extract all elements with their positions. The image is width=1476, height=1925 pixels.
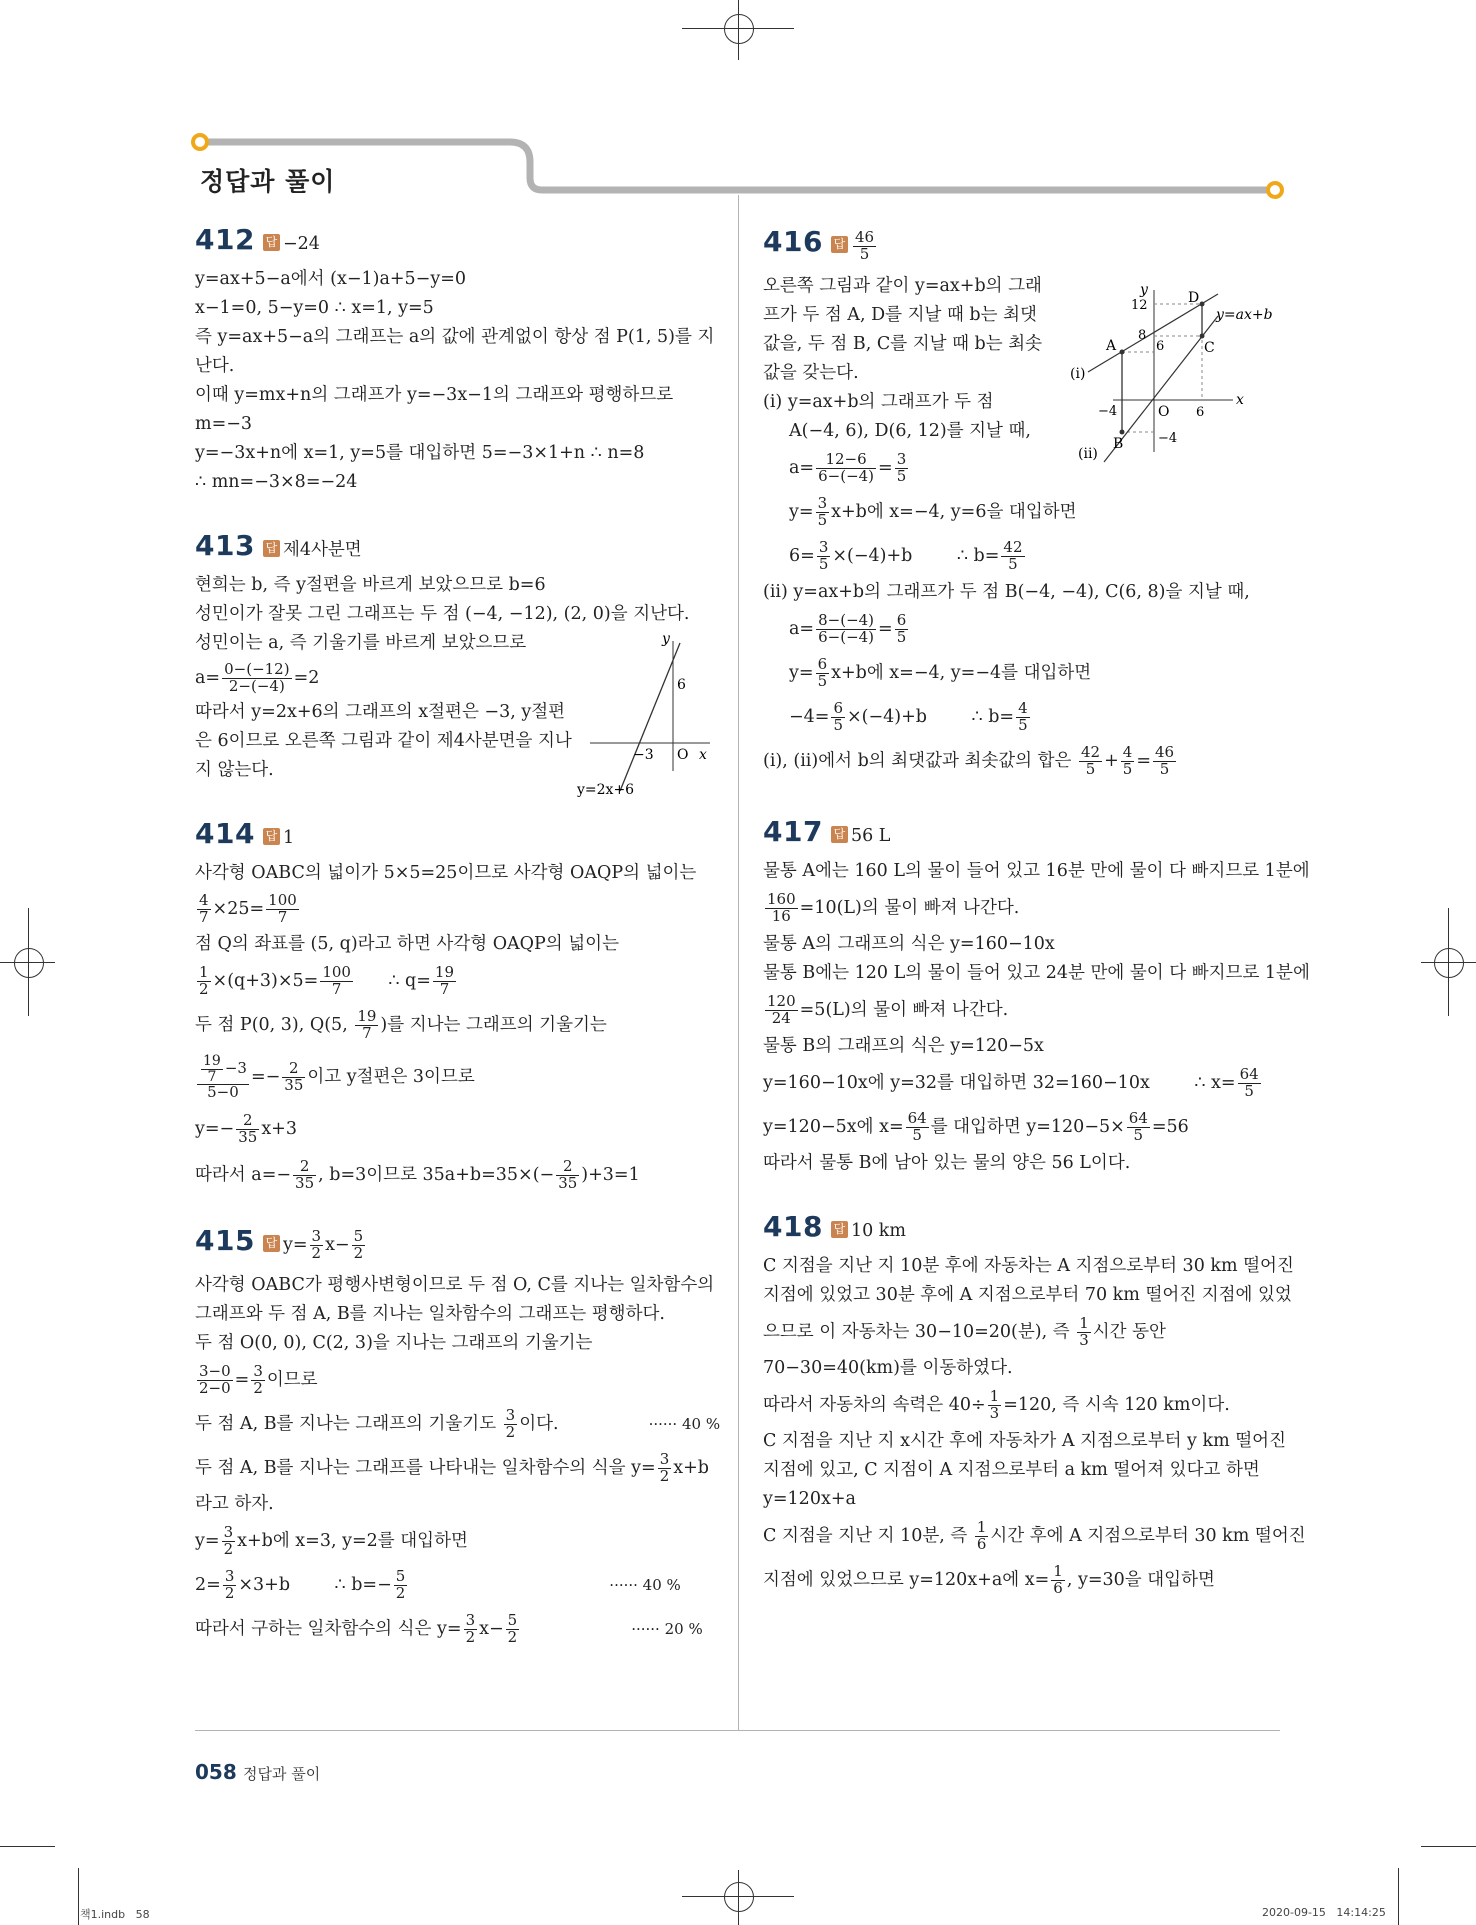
problem-417 — [763, 815, 1310, 1178]
solution-line: 물통 B의 그래프의 식은 y=120−5x — [763, 1036, 1044, 1056]
tick-12: 12 — [1131, 298, 1148, 313]
solution-line: 프가 두 점 A, D를 지날 때 b는 최댓 — [763, 305, 1037, 325]
solution-line: 두 점 A, B를 지나는 그래프를 나타내는 일차함수의 식을 y= $\frac{3}{2}$ x+b — [195, 1450, 709, 1485]
line-label: y=2x+6 — [577, 782, 635, 798]
solution-line: y=−3x+n에 x=1, y=5를 대입하면 5=−3×1+n ∴ n=8 — [195, 443, 645, 463]
point-D: D — [1188, 290, 1200, 306]
solution-line: (ii) y=ax+b의 그래프가 두 점 B(−4, −4), C(6, 8)을 지날 때, — [763, 582, 1250, 602]
problem-number: 418 — [763, 1210, 823, 1243]
answer: 56 L — [850, 826, 891, 846]
equation: 6= $\frac{3}{5}$ ×(−4)+b ∴ b= $\frac{42}{5}$ — [789, 538, 1023, 573]
problem-number: 412 — [195, 223, 255, 256]
problem-414 — [195, 819, 715, 1199]
equation: 2= $\frac{3}{2}$ ×3+b ∴ b=− $\frac{5}{2}$ ······ 40 % — [195, 1567, 681, 1602]
answer-badge: 답 — [263, 540, 280, 557]
x-axis-label: x — [1236, 392, 1244, 408]
problem-413 — [195, 529, 715, 798]
solution-line: y= $\frac{6}{5}$ x+b에 x=−4, y=−4를 대입하면 — [789, 655, 1092, 690]
y-intercept-label: 6 — [677, 677, 686, 693]
solution-line: x−1=0, 5−y=0 ∴ x=1, y=5 — [195, 298, 434, 318]
solution-line: m=−3 — [195, 414, 253, 434]
equation: y=160−10x에 y=32를 대입하면 32=160−10x ∴ x= $\frac{64}{5}$ — [763, 1065, 1259, 1100]
point-B: B — [1113, 436, 1124, 452]
tick-6: 6 — [1156, 339, 1165, 354]
crop-mark — [1398, 1868, 1399, 1925]
solution-line: 오른쪽 그림과 같이 y=ax+b의 그래 — [763, 276, 1042, 296]
crop-mark — [1421, 1846, 1476, 1847]
y-axis-label: y — [1140, 282, 1148, 298]
right-column — [763, 222, 1310, 1602]
problem-418 — [763, 1210, 1306, 1602]
solution-line: (i) y=ax+b의 그래프가 두 점 — [763, 392, 994, 412]
solution-line: 물통 A의 그래프의 식은 y=160−10x — [763, 934, 1055, 954]
solution-line: 두 점 P(0, 3), Q(5, $\frac{19}{7}$ )를 지나는 그래프의 기울기는 — [195, 1007, 607, 1042]
solution-line: 지 않는다. — [195, 760, 274, 780]
crop-mark — [78, 1868, 79, 1925]
answer-badge: 답 — [831, 826, 848, 843]
solution-line: 라고 하자. — [195, 1494, 274, 1514]
answer-badge: 답 — [263, 828, 280, 845]
solution-line: 물통 A에는 160 L의 물이 들어 있고 16분 만에 물이 다 빠지므로 1분에 — [763, 861, 1310, 881]
solution-line: 두 점 O(0, 0), C(2, 3)을 지나는 그래프의 기울기는 — [195, 1333, 593, 1353]
solution-line: 점 Q의 좌표를 (5, q)라고 하면 사각형 OAQP의 넓이는 — [195, 934, 619, 954]
solution-line: 난다. — [195, 356, 235, 376]
graph-416 — [1068, 282, 1283, 467]
solution-line: 으므로 이 자동차는 30−10=20(분), 즉 $\frac{1}{3}$ 시간 동안 — [763, 1314, 1166, 1349]
equation: $\frac{3-0}{2-0}$ = $\frac{3}{2}$ 이므로 — [199, 1362, 318, 1397]
solution-line: y=ax+5−a에서 (x−1)a+5−y=0 — [195, 269, 467, 289]
equation: a= $\frac{12-6}{6-(-4)}$ = $\frac{3}{5}$ — [789, 450, 907, 485]
line-equation-label: y=ax+b — [1216, 307, 1273, 323]
x-intercept-label: −3 — [633, 747, 654, 763]
solution-line: 지점에 있고, C 지점이 A 지점으로부터 a km 떨어져 있다고 하면 — [763, 1460, 1260, 1480]
solution-line: $\frac{160}{16}$ =10(L)의 물이 빠져 나간다. — [767, 890, 1020, 925]
header-title: 정답과 풀이 — [200, 167, 336, 196]
slope-equation: a= $\frac{0-(-12)}{2-(-4)}$ =2 — [195, 660, 320, 695]
solution-line: 두 점 A, B를 지나는 그래프의 기울기도 $\frac{3}{2}$ 이다. ······ 40 % — [195, 1406, 721, 1441]
graph-413 — [577, 631, 715, 801]
solution-line: C 지점을 지난 지 10분 후에 자동차는 A 지점으로부터 30 km 떨어진 — [763, 1256, 1294, 1276]
answer: 제4사분면 — [282, 540, 362, 560]
solution-line: 값을, 두 점 B, C를 지날 때 b는 최솟 — [763, 334, 1043, 354]
left-column — [195, 223, 721, 1651]
solution-line: 성민이가 잘못 그린 그래프는 두 점 (−4, −12), (2, 0)을 지난다. — [195, 604, 690, 624]
tick-6-x: 6 — [1196, 405, 1205, 420]
problem-415 — [195, 1221, 721, 1651]
line-label-ii: (ii) — [1078, 446, 1098, 462]
x-axis-label: x — [699, 747, 707, 763]
answer-badge: 답 — [263, 1235, 280, 1252]
answer: 10 km — [850, 1221, 906, 1241]
solution-line: 성민이는 a, 즉 기울기를 바르게 보았으므로 — [195, 633, 527, 653]
solution-line: y= $\frac{3}{5}$ x+b에 x=−4, y=6을 대입하면 — [789, 494, 1077, 529]
header-decoration — [190, 130, 1290, 200]
solution-line: 지점에 있었고 30분 후에 A 지점으로부터 70 km 떨어진 지점에 있었 — [763, 1285, 1292, 1305]
equation: −4= $\frac{6}{5}$ ×(−4)+b ∴ b= $\frac{4}{5}$ — [789, 699, 1028, 734]
solution-line: 이때 y=mx+n의 그래프가 y=−3x−1의 그래프와 평행하므로 — [195, 385, 674, 405]
point-C: C — [1204, 340, 1215, 356]
line-label-i: (i) — [1070, 366, 1086, 382]
conclusion: (i), (ii)에서 b의 최댓값과 최솟값의 합은 $\frac{42}{5}$ + $\frac{4}{5}$ = $\frac{46}{5}$ — [763, 743, 1175, 778]
answer-badge: 답 — [831, 1221, 848, 1238]
solution-line: 은 6이므로 오른쪽 그림과 같이 제4사분면을 지나 — [195, 731, 572, 751]
equation: y=− $\frac{2}{35}$ x+3 — [195, 1111, 297, 1146]
page-number: 058 — [195, 1760, 237, 1784]
tick-8: 8 — [1138, 328, 1147, 343]
problem-number: 417 — [763, 815, 823, 848]
solution-line: 즉 y=ax+5−a의 그래프는 a의 값에 관계없이 항상 점 P(1, 5)를 지 — [195, 327, 715, 347]
solution-line: ∴ mn=−3×8=−24 — [195, 472, 358, 492]
answer: 1 — [282, 828, 295, 848]
slope-equation: $\frac{19}{7}$ −3 5−0 =− $\frac{2}{35}$ 이고 y절편은 3이므로 — [195, 1047, 715, 1107]
solution-line: C 지점을 지난 지 x시간 후에 자동차가 A 지점으로부터 y km 떨어진 — [763, 1431, 1286, 1451]
solution-line: $\frac{120}{24}$ =5(L)의 물이 빠져 나간다. — [767, 992, 1009, 1027]
answer: $\frac{46}{5}$ — [854, 228, 875, 263]
solution-line: 값을 갖는다. — [763, 363, 859, 383]
equation: a= $\frac{8-(-4)}{6-(-4)}$ = $\frac{6}{5}$ — [789, 611, 907, 646]
origin-label: O — [677, 747, 689, 763]
bottom-rule — [195, 1730, 1280, 1731]
problem-412 — [195, 225, 715, 497]
conclusion: 따라서 물통 B에 남아 있는 물의 양은 56 L이다. — [763, 1153, 1131, 1173]
problem-number: 415 — [195, 1224, 255, 1257]
answer: y= $\frac{3}{2}$ x− $\frac{5}{2}$ — [282, 1227, 364, 1262]
origin-label: O — [1158, 404, 1170, 420]
answer: −24 — [282, 234, 320, 254]
solution-line: C 지점을 지난 지 10분, 즉 $\frac{1}{6}$ 시간 후에 A 지점으로부터 30 km 떨어진 — [763, 1518, 1306, 1553]
solution-line: 따라서 자동차의 속력은 40÷ $\frac{1}{3}$ =120, 즉 시속 120 km이다. — [763, 1387, 1230, 1422]
equation: y=120−5x에 x= $\frac{64}{5}$ 를 대입하면 y=120−5× $\frac{64}{5}$ =56 — [763, 1109, 1189, 1144]
registration-mark — [724, 14, 754, 44]
column-divider — [738, 195, 739, 1730]
registration-mark — [14, 948, 44, 978]
crop-mark — [0, 1846, 55, 1847]
answer-badge: 답 — [263, 234, 280, 251]
problem-number: 416 — [763, 225, 823, 258]
solution-line: A(−4, 6), D(6, 12)를 지날 때, — [789, 421, 1031, 441]
point-A: A — [1106, 338, 1117, 354]
solution-line: 그래프와 두 점 A, B를 지나는 일차함수의 그래프는 평행하다. — [195, 1304, 665, 1324]
answer-badge: 답 — [831, 236, 848, 253]
solution-line: y= $\frac{3}{2}$ x+b에 x=3, y=2를 대입하면 — [195, 1523, 468, 1558]
tick-minus4-x: −4 — [1098, 404, 1118, 419]
registration-mark — [724, 1882, 754, 1912]
solution-line: 물통 B에는 120 L의 물이 들어 있고 24분 만에 물이 다 빠지므로 1분에 — [763, 963, 1310, 983]
print-info-timestamp: 2020-09-15 14:14:25 — [1262, 1906, 1386, 1919]
conclusion: 따라서 a=− $\frac{2}{35}$ , b=3이므로 35a+b=35×(− $\frac{2}{35}$ )+3=1 — [195, 1157, 640, 1192]
problem-416 — [763, 222, 1283, 783]
y-axis-label: y — [662, 631, 670, 647]
solution-line: 사각형 OABC의 넓이가 5×5=25이므로 사각형 OAQP의 넓이는 — [195, 863, 697, 883]
equation: $\frac{4}{7}$ ×25= $\frac{100}{7}$ — [199, 891, 297, 926]
print-info-file: 책1.indb 58 — [80, 1908, 150, 1921]
registration-mark — [1434, 948, 1464, 978]
solution-line: 70−30=40(km)를 이동하였다. — [763, 1358, 1013, 1378]
solution-line: 따라서 y=2x+6의 그래프의 x절편은 −3, y절편 — [195, 702, 566, 722]
problem-number: 413 — [195, 529, 255, 562]
page-label: 정답과 풀이 — [243, 1765, 321, 1783]
problem-number: 414 — [195, 817, 255, 850]
solution-line: 지점에 있었으므로 y=120x+a에 x= $\frac{1}{6}$ , y=30을 대입하면 — [763, 1562, 1215, 1597]
equation: $\frac{1}{2}$ ×(q+3)×5= $\frac{100}{7}$ ∴ q= $\frac{19}{7}$ — [199, 963, 455, 998]
solution-line: y=120x+a — [763, 1489, 856, 1509]
solution-line: 현희는 b, 즉 y절편을 바르게 보았으므로 b=6 — [195, 575, 546, 595]
solution-line: 사각형 OABC가 평행사변형이므로 두 점 O, C를 지나는 일차함수의 — [195, 1275, 715, 1295]
tick-minus4-y: −4 — [1158, 431, 1178, 446]
conclusion: 따라서 구하는 일차함수의 식은 y= $\frac{3}{2}$ x− $\frac{5}{2}$ ······ 20 % — [195, 1611, 703, 1646]
